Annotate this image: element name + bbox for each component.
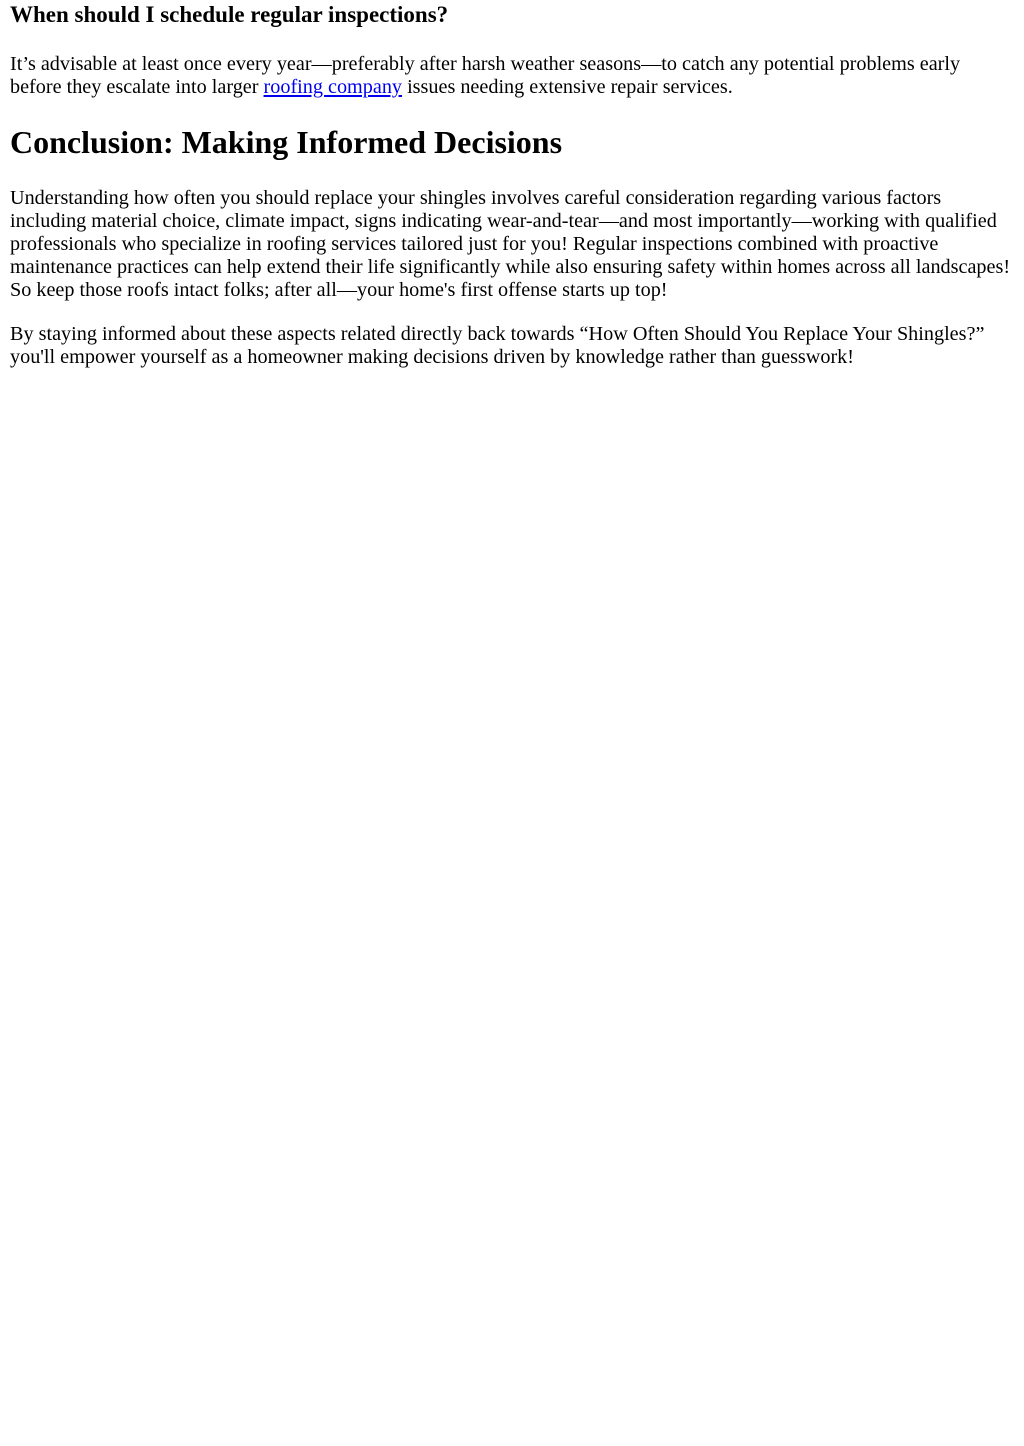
answer-text-after-link: issues needing extensive repair services. — [402, 76, 733, 98]
answer-text-before-link: It’s advisable at least once every year—preferably after harsh weather seasons—to catch any potential problems early before they escalate into larger — [10, 53, 961, 98]
article-body — [0, 0, 1024, 369]
faq-answer-paragraph — [10, 53, 1014, 99]
roofing-company-link[interactable]: roofing company — [263, 76, 403, 98]
faq-question-heading: When should I schedule regular inspections? — [10, 2, 449, 27]
conclusion-paragraph-2: By staying informed about these aspects related directly back towards “How Often Should You Replace Your Shingles?” you'll empower yourself as a homeowner making decisions driven by knowledge rather than guesswork! — [10, 323, 985, 368]
conclusion-heading: Conclusion: Making Informed Decisions — [10, 124, 563, 160]
conclusion-paragraph-1: Understanding how often you should replace your shingles involves careful consideration regarding various factors including material choice, climate impact, signs indicating wear-and-tear—and most importantly—working with qualified professionals who specialize in roofing services tailored just for you! Regular inspections combined with proactive maintenance practices can help extend their life significantly while also ensuring safety within homes across all landscapes! So keep those roofs intact folks; after all—your home's first offense starts up top! — [10, 187, 1011, 301]
